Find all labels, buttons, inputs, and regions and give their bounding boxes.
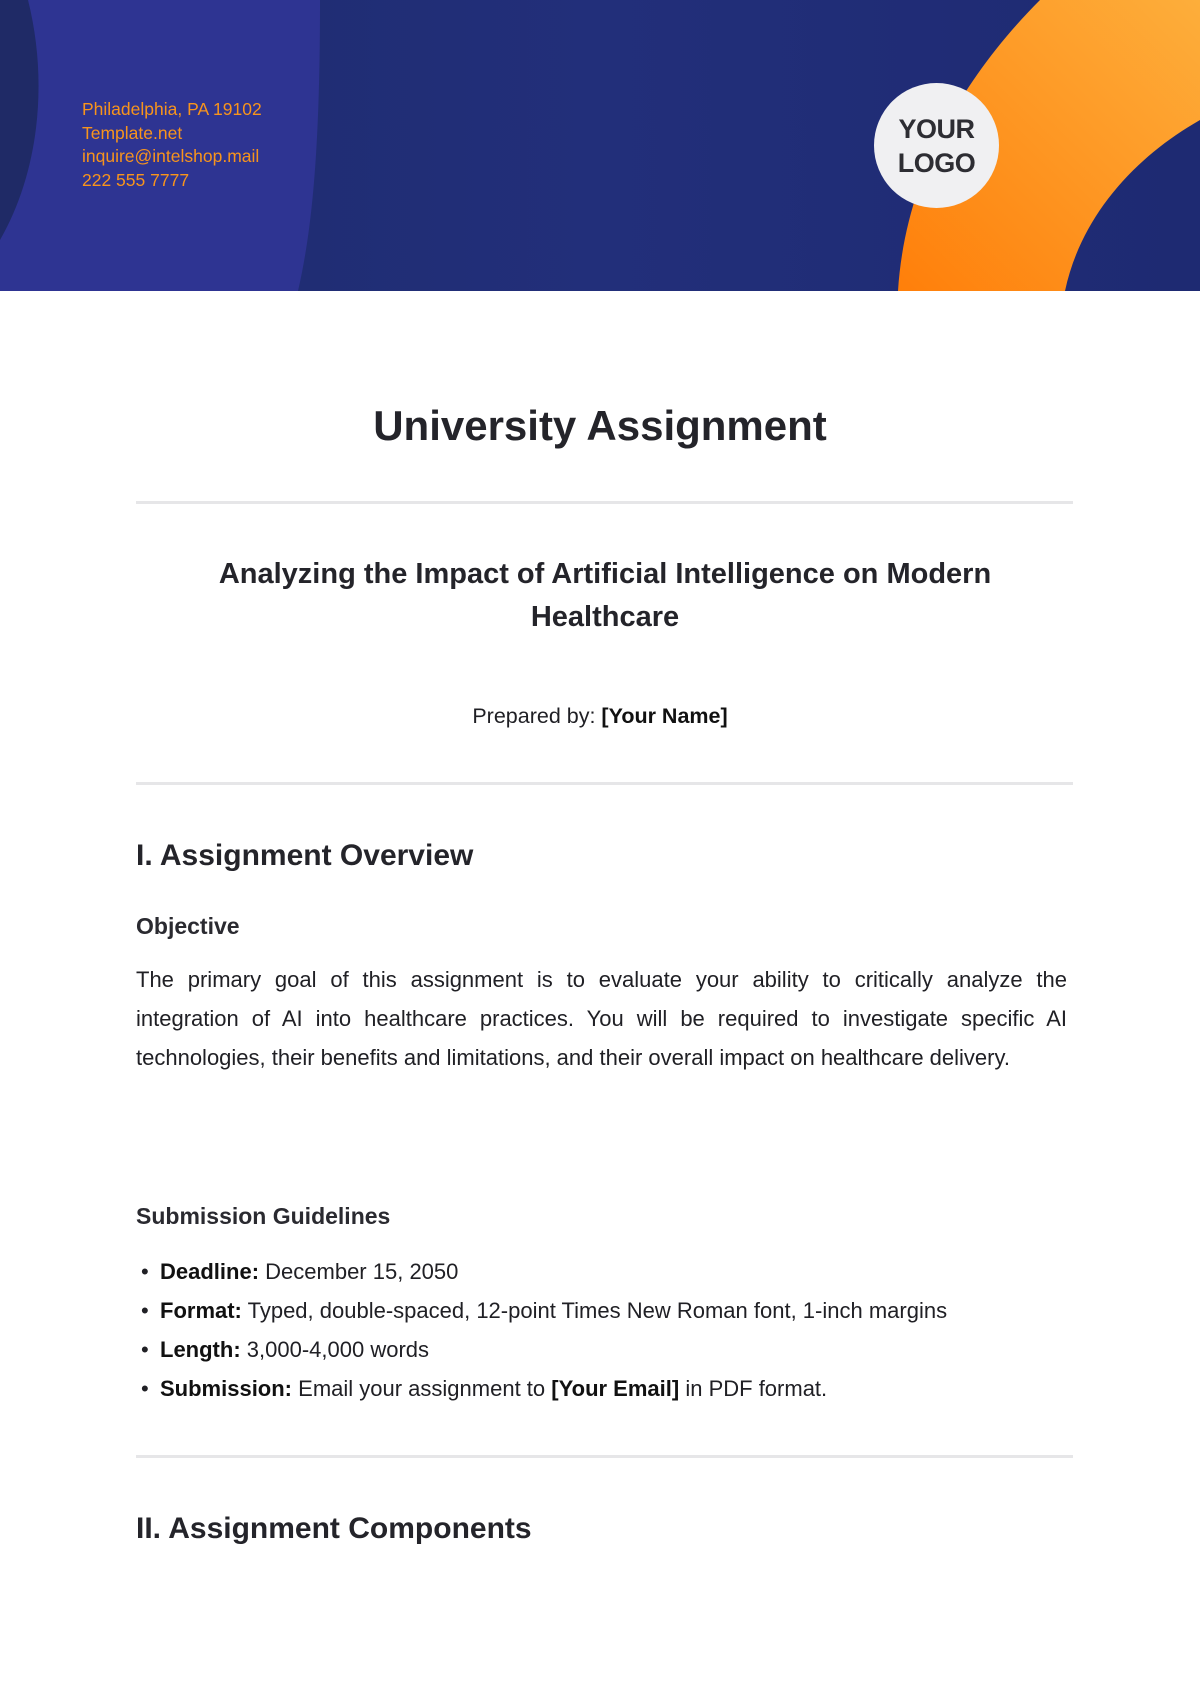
guideline-text: Email your assignment to	[298, 1376, 546, 1401]
section2-heading: II. Assignment Components	[136, 1512, 532, 1545]
guideline-label: Submission:	[160, 1376, 293, 1401]
guideline-label: Deadline:	[160, 1259, 260, 1284]
prepared-label: Prepared by:	[472, 704, 596, 728]
logo-text: YOUR LOGO	[897, 113, 976, 178]
contact-phone: 222 555 7777	[82, 169, 190, 190]
guideline-email-placeholder: [Your Email]	[551, 1376, 680, 1401]
prepared-by	[0, 700, 1200, 732]
contact-website[interactable]: Template.net	[82, 122, 183, 143]
prepared-name: [Your Name]	[601, 704, 728, 728]
guideline-text: December 15, 2050	[265, 1259, 459, 1284]
guidelines-heading: Submission Guidelines	[136, 1203, 391, 1229]
list-item-submission	[136, 1369, 1076, 1408]
list-item-length	[136, 1330, 1076, 1369]
contact-info	[82, 98, 262, 192]
contact-email[interactable]: inquire@intelshop.mail	[82, 146, 260, 166]
divider-1	[136, 501, 1073, 504]
guideline-text: 3,000-4,000 words	[246, 1337, 430, 1362]
header-banner	[0, 0, 1200, 291]
guideline-text: Typed, double-spaced, 12-point Times New Roman font, 1-inch margins	[247, 1298, 948, 1323]
divider-2	[136, 782, 1073, 785]
objective-heading: Objective	[136, 913, 240, 939]
list-item-deadline	[136, 1252, 1076, 1291]
objective-paragraph: The primary goal of this assignment is to evaluate your ability to critically analyze the integration of AI into healthcare practices. You will be required to investigate specific AI technologies, their benefits and limitations, and their overall impact on healthcare delivery.	[136, 967, 1067, 1070]
guideline-label: Length:	[160, 1337, 241, 1362]
guideline-text-after: in PDF format.	[685, 1376, 828, 1401]
list-item-format	[136, 1291, 1076, 1330]
logo-badge	[874, 83, 999, 208]
divider-3	[136, 1455, 1073, 1458]
contact-address: Philadelphia, PA 19102	[82, 99, 262, 119]
section1-heading: I. Assignment Overview	[136, 839, 474, 872]
document-title: University Assignment	[373, 402, 827, 449]
guidelines-list	[136, 1252, 1076, 1408]
document-subtitle: Analyzing the Impact of Artificial Intelligence on Modern Healthcare	[218, 558, 992, 633]
guideline-label: Format:	[160, 1298, 242, 1323]
